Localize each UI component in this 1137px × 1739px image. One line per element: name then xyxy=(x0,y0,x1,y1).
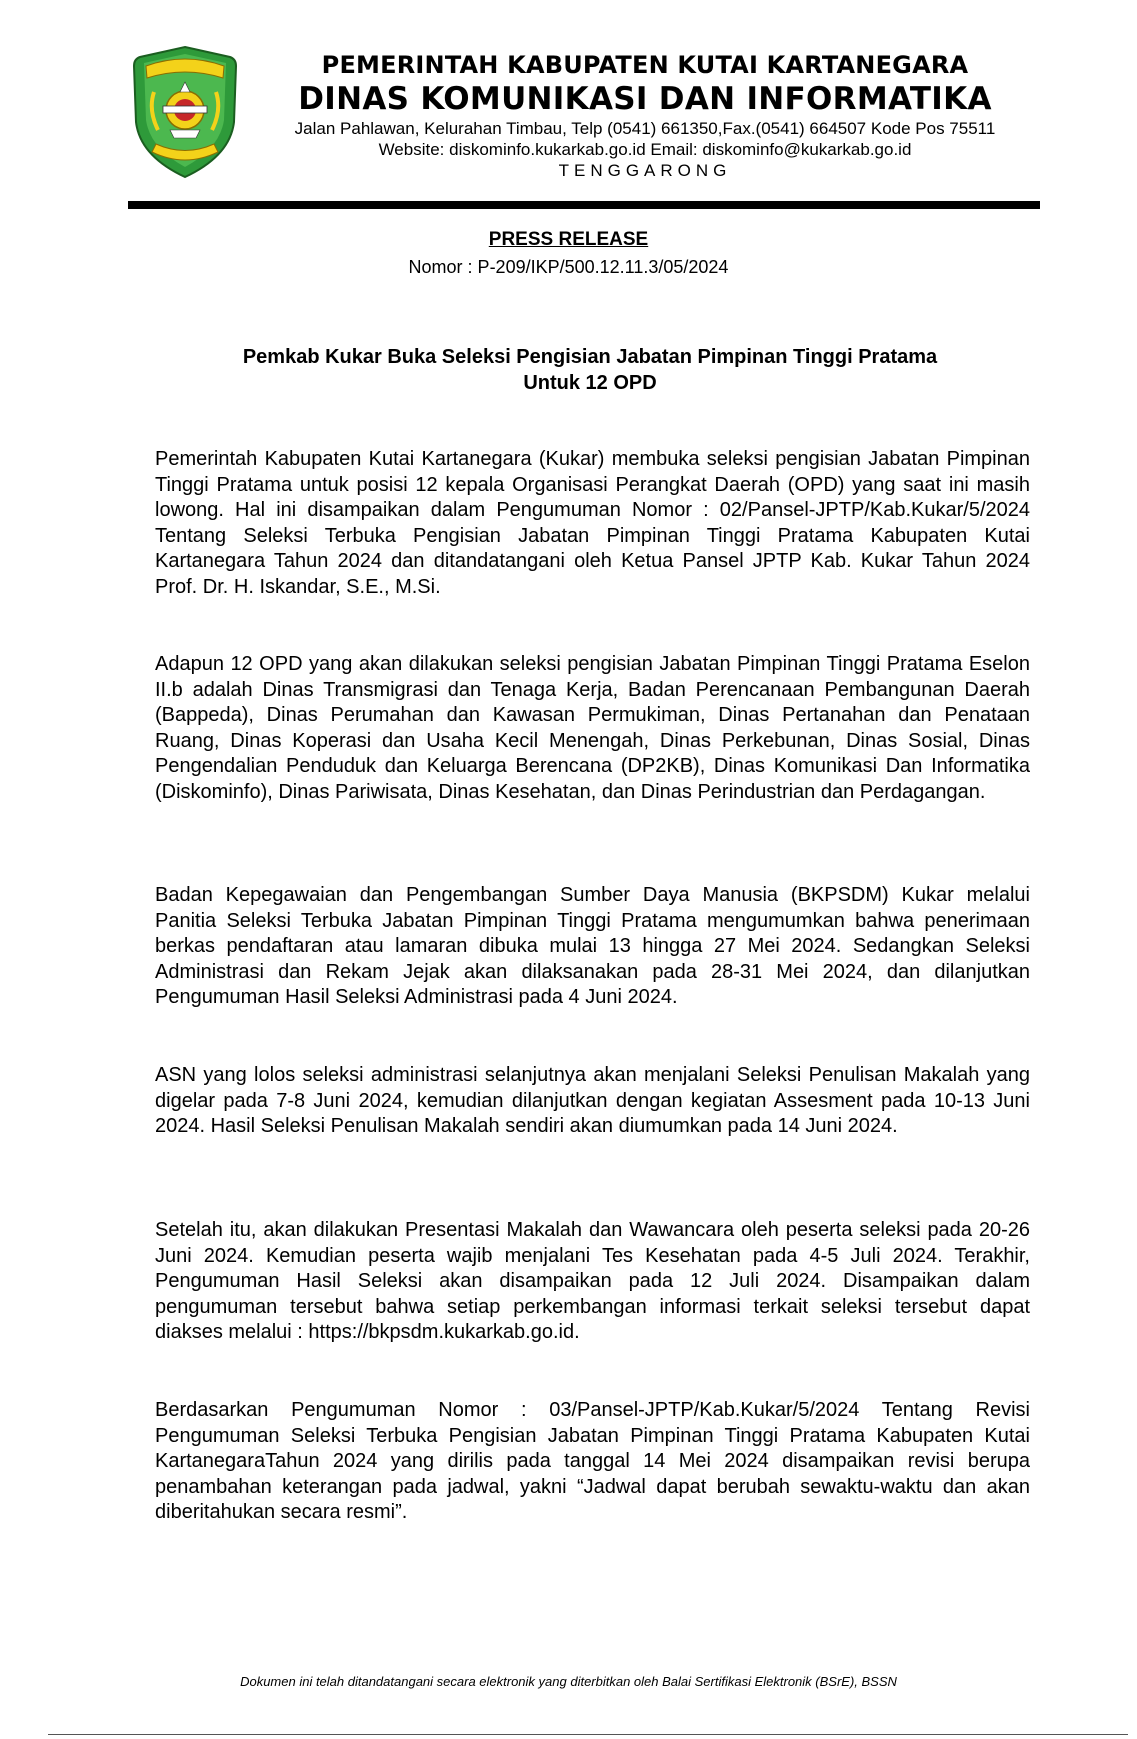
office-address: Jalan Pahlawan, Kelurahan Timbau, Telp (0541) 661350,Fax.(0541) 664507 Kode Pos 75511 xyxy=(294,119,996,138)
page-bottom-line xyxy=(48,1734,1128,1735)
office-city: TENGGARONG xyxy=(558,161,732,180)
headline-line-1: Pemkab Kukar Buka Seleksi Pengisian Jabatan Pimpinan Tinggi Pratama xyxy=(242,346,938,368)
body-paragraph-2: Adapun 12 OPD yang akan dilakukan seleksi pengisian Jabatan Pimpinan Tinggi Pratama Eselon II.b adalah Dinas Transmigrasi dan Tenaga Kerja, Badan Perencanaan Pembangunan Daerah (Bappeda), Dinas Perumahan dan Kawasan Permukiman, Dinas Pertanahan dan Penataan Ruang, Dinas Koperasi dan Usaha Kecil Menengah, Dinas Perkebunan, Dinas Sosial, Dinas Pengendalian Penduduk dan Keluarga Berencana (DP2KB), Dinas Komunikasi Dan Informatika (Diskominfo), Dinas Pariwisata, Dinas Kesehatan, dan Dinas Perindustrian dan Perdagangan. xyxy=(155,653,1030,803)
regency-coat-of-arms-icon xyxy=(130,44,240,180)
letterhead xyxy=(240,50,1050,181)
electronic-signature-note: Dokumen ini telah ditandatangani secara elektronik yang diterbitkan oleh Balai Sertifikasi Elektronik (BSrE), BSSN xyxy=(240,1674,897,1689)
contact-website-email: Website: diskominfo.kukarkab.go.id Email: diskominfo@kukarkab.go.id xyxy=(378,140,912,159)
department-name: DINAS KOMUNIKASI DAN INFORMATIKA xyxy=(298,81,992,117)
body-paragraph-5: Setelah itu, akan dilakukan Presentasi Makalah dan Wawancara oleh peserta seleksi pada 20-26 Juni 2024. Kemudian peserta wajib menjalani Tes Kesehatan pada 4-5 Juli 2024. Terakhir, Pengumuman Hasil Seleksi akan disampaikan pada 12 Juli 2024. Disampaikan dalam pengumuman tersebut bahwa setiap perkembangan informasi terkait seleksi tersebut dapat diakses melalui : https://bkpsdm.kukarkab.go.id. xyxy=(155,1219,1030,1343)
body-paragraph-6: Berdasarkan Pengumuman Nomor : 03/Pansel-JPTP/Kab.Kukar/5/2024 Tentang Revisi Pengumuman Seleksi Terbuka Pengisian Jabatan Pimpinan Tinggi Pratama Kabupaten Kutai KartanegaraTahun 2024 yang dirilis pada tanggal 14 Mei 2024 disampaikan revisi berupa penambahan keterangan pada jadwal, yakni “Jadwal dapat berubah sewaktu-waktu dan akan diberitahukan secara resmi”. xyxy=(155,1399,1030,1523)
body-paragraph-1: Pemerintah Kabupaten Kutai Kartanegara (Kukar) membuka seleksi pengisian Jabatan Pimpinan Tinggi Pratama untuk posisi 12 kepala Organisasi Perangkat Daerah (OPD) yang saat ini masih lowong. Hal ini disampaikan dalam Pengumuman Nomor : 02/Pansel-JPTP/Kab.Kukar/5/2024 Tentang Seleksi Terbuka Pengisian Jabatan Pimpinan Tinggi Pratama Kabupaten Kutai Kartanegara Tahun 2024 dan ditandatangani oleh Ketua Pansel JPTP Kab. Kukar Tahun 2024 Prof. Dr. H. Iskandar, S.E., M.Si. xyxy=(155,448,1030,598)
document-title: PRESS RELEASE xyxy=(488,229,649,250)
headline-line-2: Untuk 12 OPD xyxy=(523,372,657,394)
body-paragraph-3: Badan Kepegawaian dan Pengembangan Sumber Daya Manusia (BKPSDM) Kukar melalui Panitia Seleksi Terbuka Jabatan Pimpinan Tinggi Pratama mengumumkan bahwa penerimaan berkas pendaftaran atau lamaran dibuka mulai 13 hingga 27 Mei 2024. Sedangkan Seleksi Administrasi dan Rekam Jejak akan dilaksanakan pada 28-31 Mei 2024, dan dilanjutkan Pengumuman Hasil Seleksi Administrasi pada 4 Juni 2024. xyxy=(155,884,1030,1008)
document-number: Nomor : P-209/IKP/500.12.11.3/05/2024 xyxy=(408,257,729,277)
body-paragraph-4: ASN yang lolos seleksi administrasi selanjutnya akan menjalani Seleksi Penulisan Makalah yang digelar pada 7-8 Juni 2024, kemudian dilanjutkan dengan kegiatan Assesment pada 10-13 Juni 2024. Hasil Seleksi Penulisan Makalah sendiri akan diumumkan pada 14 Juni 2024. xyxy=(155,1064,1030,1137)
headline xyxy=(160,344,1020,396)
government-name: PEMERINTAH KABUPATEN KUTAI KARTANEGARA xyxy=(321,51,969,79)
letterhead-divider xyxy=(128,201,1040,209)
